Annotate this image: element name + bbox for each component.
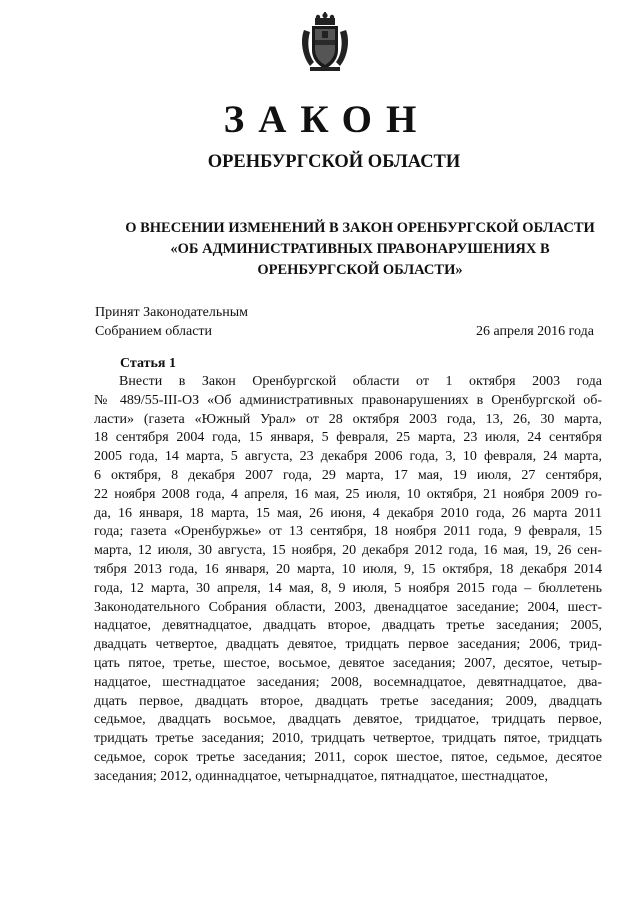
article-line: да, 16 января, 18 марта, 15 мая, 26 июня, 4 декабря 2010 года, 26 марта 2011 — [94, 505, 602, 521]
article-line: надцатое, девятнадцатое, двадцать второе, двадцать третье заседания; 2005, — [94, 618, 602, 634]
article-line: года; газета «Оренбуржье» от 13 сентября, 18 ноября 2011 года, 9 февраля, 15 — [94, 524, 602, 540]
region-title: ОРЕНБУРГСКОЙ ОБЛАСТИ — [207, 152, 461, 172]
article-line: дцать первое, двадцать второе, двадцать третье заседания; 2009, двадцать — [94, 693, 602, 709]
article-line: цать пятое, третье, шестое, восьмое, девятое заседания; 2007, десятое, четыр- — [94, 655, 602, 671]
article-line: тридцать третье заседания; 2010, тридцать четвертое, тридцать пятое, тридцать — [94, 731, 602, 747]
adoption-date: 26 апреля 2016 года — [476, 324, 594, 339]
article-line: 18 сентября 2004 года, 15 января, 5 февраля, 25 марта, 23 июля, 24 сентября — [94, 430, 602, 446]
article-body — [94, 373, 602, 787]
article-line: 22 ноября 2008 года, 4 апреля, 16 мая, 25 июля, 10 октября, 21 ноября 2009 го- — [94, 486, 602, 502]
article-line: марта, 12 июля, 30 августа, 15 ноября, 20 декабря 2012 года, 16 мая, 19, 26 сен- — [94, 543, 602, 559]
subject-line: «ОБ АДМИНИСТРАТИВНЫХ ПРАВОНАРУШЕНИЯХ В — [170, 241, 550, 257]
article-line: № 489/55-III-ОЗ «Об административных правонарушениях в Оренбургской об- — [94, 392, 602, 408]
article-line: надцатое, шестнадцатое заседания; 2008, восемнадцатое, девятнадцатое, два- — [94, 674, 602, 690]
adoption-note — [95, 303, 248, 341]
article-line: Внести в Закон Оренбургской области от 1 октября 2003 года — [119, 374, 602, 389]
article-line: 6 октября, 8 декабря 2007 года, 29 марта, 17 мая, 19 июля, 27 сентября, — [94, 467, 602, 483]
article-line: года, 12 марта, 30 апреля, 14 мая, 8, 9 июля, 5 ноября 2015 года – бюллетень — [94, 580, 602, 596]
article-line: Законодательного Собрания области, 2003, двенадцатое заседание; 2004, шест- — [94, 599, 602, 615]
adoption-line: Собранием области — [95, 324, 213, 339]
article-line: ласти» (газета «Южный Урал» от 28 октября 2003 года, 13, 26, 30 марта, — [94, 411, 602, 427]
law-subject-heading — [100, 218, 620, 281]
law-title: ЗАКОН — [223, 98, 431, 141]
article-line: двадцать четвертое, двадцать девятое, тридцать первое заседания; 2006, трид- — [94, 637, 602, 653]
article-line: заседания; 2012, одиннадцатое, четырнадцатое, пятнадцатое, шестнадцатое, — [94, 768, 548, 784]
article-line: седьмое, сорок третье заседания; 2011, сорок шестое, пятое, седьмое, десятое — [94, 749, 602, 765]
article-line: седьмое, двадцать восьмое, двадцать девятое, тридцатое, тридцать первое, — [94, 712, 602, 728]
adoption-line: Принят Законодательным — [95, 305, 248, 320]
subject-line: О ВНЕСЕНИИ ИЗМЕНЕНИЙ В ЗАКОН ОРЕНБУРГСКОЙ ОБЛАСТИ — [125, 220, 595, 236]
article-title: Статья 1 — [120, 356, 176, 371]
orenburg-coat-of-arms-icon — [300, 12, 350, 74]
subject-line: ОРЕНБУРГСКОЙ ОБЛАСТИ» — [257, 262, 463, 278]
article-line: тября 2013 года, 16 января, 20 марта, 10 июля, 9, 15 октября, 18 декабря 2014 — [94, 561, 602, 577]
article-line: 2005 года, 14 марта, 5 августа, 23 декабря 2006 года, 3, 10 февраля, 24 марта, — [94, 449, 602, 465]
